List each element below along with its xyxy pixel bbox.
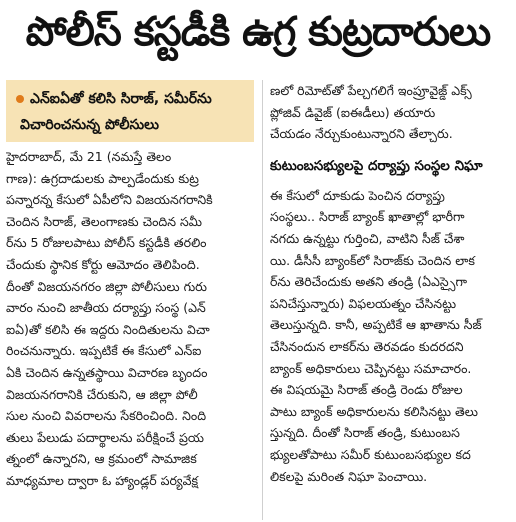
text-line: ప్లోజివ్ డివైజ్ (ఐఈడీలు) తయారు (270, 104, 436, 120)
text-line: మాధ్యమాల ద్వారా ఓ హ్యాండ్లర్ పర్యవేక్ష (6, 472, 199, 488)
text-line: రించనున్నారు. ఇప్పటికే ఈ కేసులో ఎన్ఐ (6, 343, 202, 359)
text-line: దీంతో విజయనగరం జిల్లా పోలీసులు గురు (6, 278, 207, 294)
bullet-icon (16, 95, 24, 103)
text-line: పనిచేస్తున్నారు) విఫలయత్నం చేసినట్టు (270, 295, 457, 311)
text-line: ఈ విషయమై సిరాజ్ తండ్రి రెండు రోజుల (270, 382, 463, 398)
text-line: పన్నారన్న కేసులో ఏపీలోని విజయనగరానికి (6, 192, 213, 208)
text-line: వారం నుంచి జాతీయ దర్యాప్తు సంస్థ (ఎన్ (6, 300, 206, 316)
text-line: గాణ): ఉగ్రదాడులకు పాల్పడేందుకు కుట్ర (6, 170, 199, 186)
text-line: హైదరాబాద్, మే 21 (నమస్తే తెలం (6, 149, 172, 164)
left-column (6, 146, 256, 492)
text-line: ఏకి చెందిన ఉన్నతస్థాయి విచారణ బృందం (6, 364, 208, 380)
text-line: ర్‌ను 5 రోజులపాటు పోలీస్ కస్టడీకి తరలిం (6, 235, 207, 251)
deck-box (6, 80, 254, 142)
deck-line: విచారించనున్న పోలీసులు (20, 117, 159, 133)
text-line: విజయనగరానికి చేరుకుని, ఆ జిల్లా పోలీ (6, 386, 198, 402)
text-line: సంస్థలు.. సిరాజ్ బ్యాంక్ ఖాతాల్లో భారీగా (270, 209, 465, 225)
column-divider (262, 80, 263, 520)
text-line: నగదు ఉన్నట్టు గుర్తించి, వాటిని సీజ్ చేశా (270, 230, 465, 246)
text-line: చేసినందున లాకర్‌ను తెరవడం కుదరదని (270, 338, 464, 354)
text-line: స్తున్నది. దీంతో సిరాజ్ తండ్రి, కుటుంబస (270, 425, 460, 441)
text-line: ణలో రిమోట్‌తో పేల్చగలిగే ఇంప్రూవైజ్డ్ ఎక్స్ (270, 83, 472, 98)
text-line: పాటు బ్యాంక్ అధికారులను కలిసినట్టు తెలు (270, 403, 478, 419)
text-line: ఐఏ)తో కలిసి ఈ ఇద్దరు నిందితులను విచా (6, 321, 210, 337)
right-intro (270, 80, 510, 145)
text-line: ఈ కేసులో దూకుడు పెంచిన దర్యాప్తు (270, 187, 445, 203)
text-line: చేయడం నేర్చుకుంటున్నారని తేల్చారు. (270, 126, 453, 142)
right-column (270, 80, 510, 487)
text-line: చేందుకు స్థానిక కోర్టు ఆమోదం తెలిపింది. (6, 256, 200, 272)
text-line: యి. డీసీసీ బ్యాంక్‌లో సిరాజ్‌కు చెందిన లాక (270, 252, 475, 268)
headline: పోలీస్ కస్టడీకి ఉగ్ర కుట్రదారులు (25, 9, 491, 55)
deck-line (16, 86, 246, 112)
text-line: సుల నుంచి వివరాలను సేకరించింది. నింది (6, 408, 207, 424)
text-line: భ్యులతోపాటు సమీర్ కుటుంబసభ్యుల కద (270, 446, 471, 462)
text-line: ర్‌ను తెరిచేందుకు అతని తండ్రి (ఏఎస్సైగా (270, 274, 467, 290)
text-line: తెలుస్తున్నది. కానీ, అప్పటికే ఆ ఖాతాను సీజ్ (270, 317, 482, 333)
subheading: కుటుంబసభ్యులపై దర్యాప్తు సంస్థల నిఘా (270, 157, 483, 174)
text-line: బ్యాంక్ అధికారులు చెప్పినట్టు సమాచారం. (270, 360, 472, 376)
deck-line-text: ఎన్ఐఏతో కలిసి సిరాజ్, సమీర్‌ను (30, 91, 212, 107)
text-line: తులు పేలుడు పదార్థాలను పరీక్షించే ప్రయ (6, 429, 204, 445)
text-line: త్నంలో ఉన్నారని, ఆ క్రమంలో సామాజిక (6, 451, 197, 467)
text-line: చెందిన సిరాజ్, తెలంగాణకు చెందిన సమీ (6, 213, 202, 229)
right-body (270, 185, 510, 487)
text-line: లికలపై మరింత నిఘా పెంచాయి. (270, 468, 428, 484)
